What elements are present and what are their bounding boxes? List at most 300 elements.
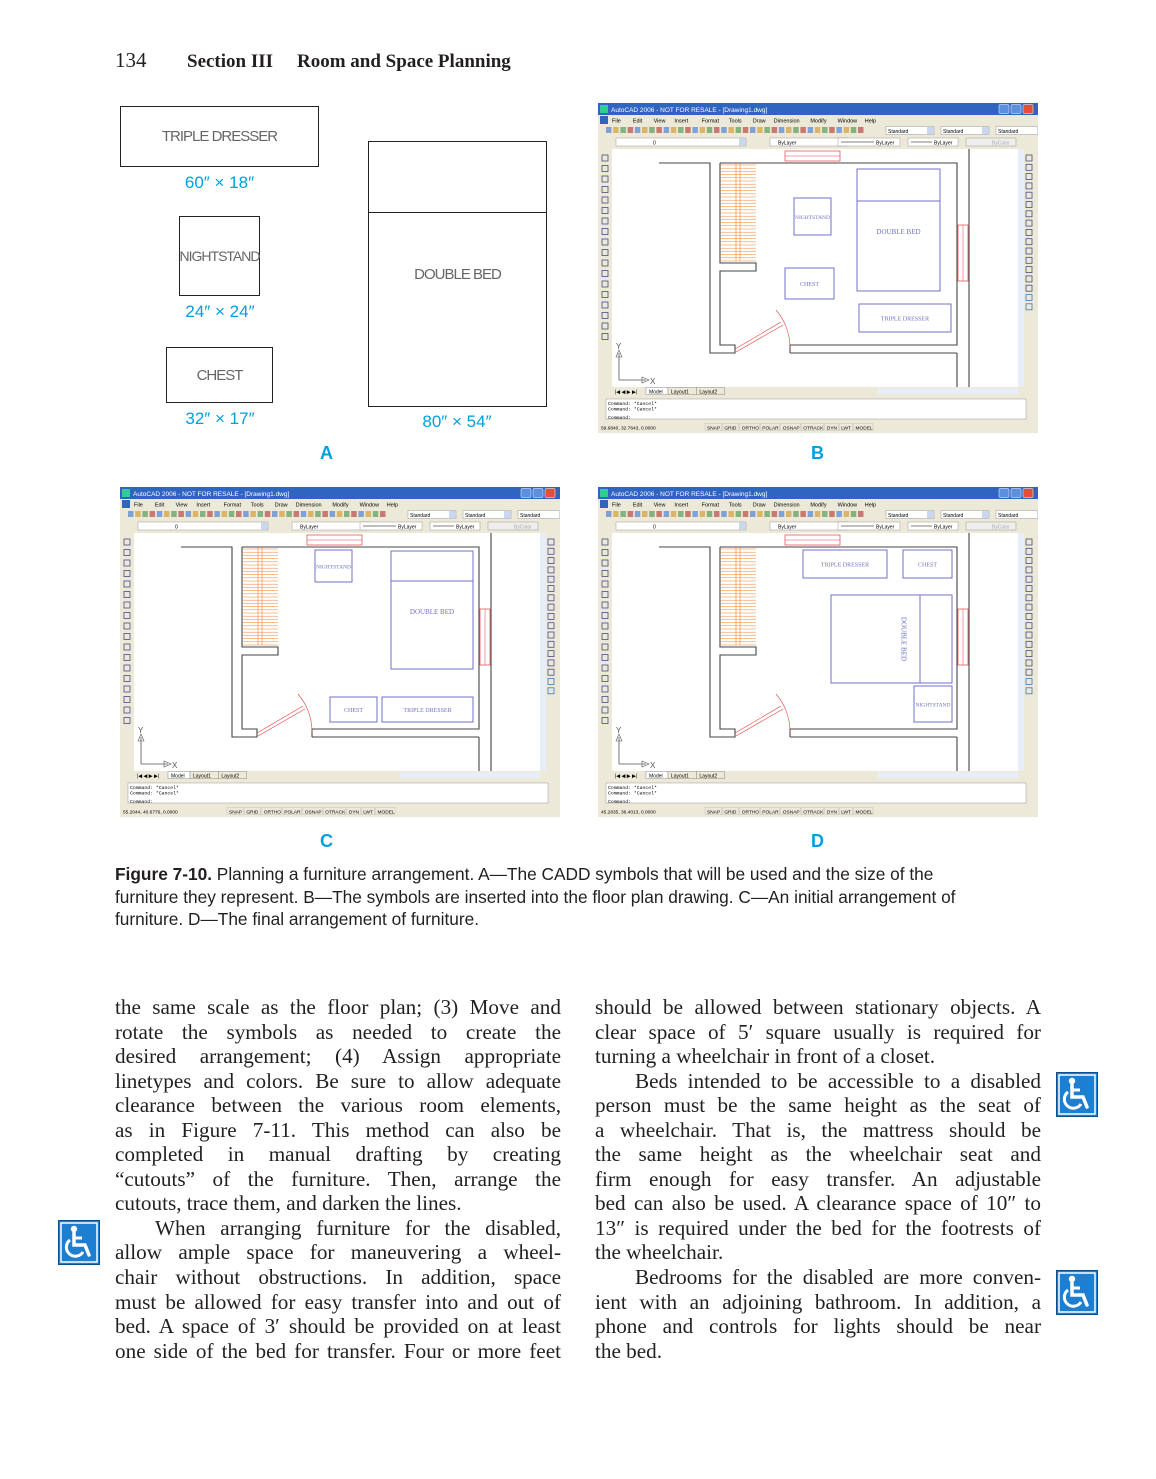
menu-modify[interactable]: Modify (810, 118, 827, 125)
toolbar-button-icon[interactable] (649, 511, 655, 517)
toolbar-button-icon[interactable] (178, 511, 184, 517)
command-line[interactable]: Command: (608, 800, 632, 805)
color-dropdown[interactable] (966, 522, 1016, 531)
ucs-x-label: X (172, 761, 178, 770)
document-icon (600, 116, 608, 124)
toolbar-button-icon[interactable] (728, 127, 734, 133)
menu-dimension[interactable]: Dimension (295, 502, 322, 509)
menu-tools[interactable]: Tools (250, 502, 264, 509)
toolbar-button-icon[interactable] (330, 511, 336, 517)
toolbar-button-icon[interactable] (207, 511, 213, 517)
body-text-line: as in Figure 7-11. This method can also be (115, 1117, 561, 1142)
status-model-button[interactable] (376, 808, 396, 816)
maximize-button[interactable] (1011, 489, 1021, 498)
property-dropdown[interactable] (908, 138, 958, 147)
tab-layout1[interactable] (668, 772, 696, 780)
status-lwt-button[interactable] (839, 424, 852, 432)
toolbar-button-icon[interactable] (671, 511, 677, 517)
furniture-label: DOUBLE BED (899, 616, 908, 662)
status-osnap-button[interactable] (781, 424, 801, 432)
toolbar-button-icon[interactable] (772, 127, 778, 133)
tab-model[interactable] (646, 772, 668, 780)
close-button[interactable] (1023, 489, 1033, 498)
command-line[interactable]: Command: (130, 800, 154, 805)
status-button-label: POLAR (762, 426, 779, 432)
toolbar-button-icon[interactable] (272, 511, 278, 517)
status-osnap-button[interactable] (303, 808, 323, 816)
maximize-button[interactable] (1011, 105, 1021, 114)
toolbar-button-icon[interactable] (844, 127, 850, 133)
toolbar-button-icon[interactable] (757, 511, 763, 517)
dropdown-value: ByLayer (398, 524, 417, 531)
tab-label: Model (649, 389, 663, 396)
status-dyn-button[interactable] (825, 424, 838, 432)
toolbar-button-icon[interactable] (764, 511, 770, 517)
menu-draw[interactable]: Draw (752, 502, 766, 509)
toolbar-button-icon[interactable] (779, 127, 785, 133)
menu-view[interactable]: View (653, 118, 666, 125)
toolbar-button-icon[interactable] (707, 511, 713, 517)
vertical-scrollbar[interactable] (1018, 533, 1024, 771)
panel-label-b: B (811, 443, 824, 463)
style-dropdown[interactable] (941, 127, 989, 136)
toolbar-button-icon[interactable] (229, 511, 235, 517)
toolbar-button-icon[interactable] (851, 127, 857, 133)
toolbar-button-icon[interactable] (279, 511, 285, 517)
toolbar-button-icon[interactable] (301, 511, 307, 517)
chapter-title: Room and Space Planning (297, 51, 511, 72)
furniture-label: TRIPLE DRESSER (820, 562, 870, 569)
toolbar-button-icon[interactable] (685, 511, 691, 517)
menu-draw[interactable]: Draw (752, 118, 766, 125)
toolbar-button-icon[interactable] (308, 511, 314, 517)
toolbar-button-icon[interactable] (736, 511, 742, 517)
tab-label: Layout2 (221, 773, 240, 780)
dropdown-value: ByLayer (876, 140, 895, 147)
toolbar-button-icon[interactable] (707, 127, 713, 133)
status-button-label: DYN (826, 426, 838, 432)
body-text-line: When arranging furniture for the disabled, (155, 1215, 561, 1240)
status-grid-button[interactable] (244, 808, 260, 816)
toolbar-button-icon[interactable] (750, 511, 756, 517)
toolbar-button-icon[interactable] (664, 511, 670, 517)
toolbar-button-icon[interactable] (635, 511, 641, 517)
toolbar-button-icon[interactable] (800, 511, 806, 517)
minimize-button[interactable] (999, 489, 1009, 498)
toolbar-button-icon[interactable] (786, 127, 792, 133)
toolbar-button-icon[interactable] (620, 127, 626, 133)
status-osnap-button[interactable] (781, 808, 801, 816)
vertical-scrollbar[interactable] (1018, 149, 1024, 387)
toolbar-button-icon[interactable] (700, 511, 706, 517)
color-dropdown[interactable] (488, 522, 538, 531)
toolbar-button-icon[interactable] (815, 511, 821, 517)
toolbar-button-icon[interactable] (721, 511, 727, 517)
toolbar-button-icon[interactable] (822, 127, 828, 133)
minimize-button[interactable] (521, 489, 531, 498)
toolbar-button-icon[interactable] (649, 127, 655, 133)
status-lwt-button[interactable] (361, 808, 374, 816)
toolbar-button-icon[interactable] (164, 511, 170, 517)
toolbar-button-icon[interactable] (265, 511, 271, 517)
command-line: Command: *Cancel* (608, 407, 657, 413)
dropdown-value: Standard (888, 129, 909, 135)
menu-draw[interactable]: Draw (274, 502, 288, 509)
status-snap-button[interactable] (227, 808, 243, 816)
toolbar-button-icon[interactable] (757, 127, 763, 133)
status-snap-button[interactable] (705, 424, 721, 432)
menu-help[interactable]: Help (864, 118, 877, 125)
window-title: AutoCAD 2006 - NOT FOR RESALE - [Drawing1.dwg] (611, 491, 768, 498)
tab-layout1[interactable] (190, 772, 218, 780)
body-text-line: phone and controls for lights should be near (595, 1314, 1041, 1339)
property-dropdown[interactable] (838, 138, 900, 147)
status-button-label: POLAR (762, 810, 779, 816)
toolbar-button-icon[interactable] (642, 511, 648, 517)
dropdown-value: ByColor (992, 524, 1010, 531)
toolbar-button-icon[interactable] (764, 127, 770, 133)
body-text-line: the same height as the wheelchair seat and (595, 1142, 1041, 1167)
toolbar-button-icon[interactable] (836, 127, 842, 133)
dropdown-value: Standard (888, 513, 909, 519)
coordinate-readout: 45.2835, 36.4013, 0.0000 (601, 810, 656, 816)
toolbar-button-icon[interactable] (200, 511, 206, 517)
menu-file[interactable]: File (612, 502, 621, 509)
toolbar-button-icon[interactable] (128, 511, 134, 517)
toolbar-button-icon[interactable] (750, 127, 756, 133)
status-otrack-button[interactable] (801, 808, 824, 816)
triple-dresser-size: 60″ × 18″ (184, 173, 255, 192)
menu-modify[interactable]: Modify (810, 502, 827, 509)
status-ortho-button[interactable] (262, 808, 282, 816)
toolbar-button-icon[interactable] (351, 511, 357, 517)
property-dropdown[interactable] (838, 522, 900, 531)
property-dropdown[interactable] (360, 522, 422, 531)
toolbar-button-icon[interactable] (656, 511, 662, 517)
status-button-label: ORTHO (741, 810, 760, 816)
toolbar-button-icon[interactable] (344, 511, 350, 517)
style-dropdown[interactable] (886, 511, 934, 520)
nightstand-size: 24″ × 24″ (185, 302, 255, 321)
status-button-label: SNAP (707, 426, 721, 432)
body-text-line: person must be the same height as the seat of (595, 1093, 1041, 1118)
style-dropdown[interactable] (518, 511, 560, 520)
tab-navigation-arrows[interactable]: |◀ ◀ ▶ ▶| (615, 389, 638, 396)
tab-layout2[interactable] (696, 772, 724, 780)
furniture-label: NIGHTSTAND (315, 564, 352, 571)
style-dropdown[interactable] (941, 511, 989, 520)
status-otrack-button[interactable] (801, 424, 824, 432)
command-line: Command: *Cancel* (130, 786, 179, 791)
toolbar-button-icon[interactable] (236, 511, 242, 517)
nightstand-symbol (179, 216, 260, 296)
status-button-label: MODEL (855, 426, 873, 432)
horizontal-scrollbar[interactable] (878, 772, 1018, 778)
menu-format[interactable]: Format (701, 118, 720, 125)
menu-file[interactable]: File (612, 118, 621, 125)
body-text-line: cutouts, trace them, and darken the lines. (115, 1191, 462, 1216)
toolbar-button-icon[interactable] (193, 511, 199, 517)
toolbar-button-icon[interactable] (671, 127, 677, 133)
figure-number: Figure 7-10. (115, 864, 212, 884)
ucs-y-label: Y (616, 342, 622, 351)
style-dropdown[interactable] (996, 511, 1038, 520)
ucs-y-label: Y (138, 726, 144, 735)
style-dropdown[interactable] (996, 127, 1038, 136)
toolbar-button-icon[interactable] (793, 127, 799, 133)
toolbar-button-icon[interactable] (786, 511, 792, 517)
toolbar-button-icon[interactable] (728, 511, 734, 517)
status-button-label: DYN (348, 810, 360, 816)
coordinate-readout: 55.2044, 40.6776, 0.0000 (123, 810, 178, 816)
toolbar-button-icon[interactable] (721, 127, 727, 133)
menu-view[interactable]: View (175, 502, 188, 509)
toolbar-button-icon[interactable] (635, 127, 641, 133)
body-text-line: one side of the bed for transfer. Four or more feet (115, 1338, 561, 1363)
style-dropdown[interactable] (463, 511, 511, 520)
status-otrack-button[interactable] (323, 808, 346, 816)
toolbar-button-icon[interactable] (135, 511, 141, 517)
toolbar-button-icon[interactable] (714, 127, 720, 133)
status-model-button[interactable] (854, 808, 874, 816)
toolbar-button-icon[interactable] (815, 127, 821, 133)
toolbar-button-icon[interactable] (656, 127, 662, 133)
toolbar-button-icon[interactable] (793, 511, 799, 517)
command-line: Command: *Cancel* (130, 791, 179, 797)
menu-help[interactable]: Help (386, 502, 399, 509)
dropdown-value: Standard (410, 513, 431, 519)
command-line[interactable]: Command: (608, 416, 632, 421)
status-button-label: ORTHO (263, 810, 282, 816)
toolbar-button-icon[interactable] (214, 511, 220, 517)
menu-dimension[interactable]: Dimension (773, 502, 800, 509)
toolbar-button-icon[interactable] (772, 511, 778, 517)
body-text-line: completed in manual drafting by creating (115, 1142, 561, 1167)
toolbar-button-icon[interactable] (678, 511, 684, 517)
menu-dimension[interactable]: Dimension (773, 118, 800, 125)
status-lwt-button[interactable] (839, 808, 852, 816)
toolbar-button-icon[interactable] (606, 127, 612, 133)
toolbar-button-icon[interactable] (736, 127, 742, 133)
property-dropdown[interactable] (908, 522, 958, 531)
close-button[interactable] (545, 489, 555, 498)
toolbar-button-icon[interactable] (692, 511, 698, 517)
layer-dropdown[interactable] (616, 138, 746, 147)
toolbar-button-icon[interactable] (613, 127, 619, 133)
toolbar-button-icon[interactable] (664, 127, 670, 133)
symbol-label: NIGHTSTAND (179, 248, 260, 264)
wheelchair-accessibility-icon (1056, 1270, 1098, 1315)
menu-tools[interactable]: Tools (728, 502, 742, 509)
toolbar-button-icon[interactable] (700, 127, 706, 133)
panel-label-a: A (320, 443, 333, 463)
close-button[interactable] (1023, 105, 1033, 114)
status-snap-button[interactable] (705, 808, 721, 816)
toolbar-button-icon[interactable] (606, 511, 612, 517)
toolbar-button-icon[interactable] (358, 511, 364, 517)
toolbar-button-icon[interactable] (373, 511, 379, 517)
layer-dropdown[interactable] (138, 522, 268, 531)
command-window[interactable] (606, 399, 1026, 419)
body-text-line: the wheelchair. (595, 1240, 724, 1265)
property-dropdown[interactable] (292, 522, 370, 531)
tab-model[interactable] (168, 772, 190, 780)
status-grid-button[interactable] (722, 424, 738, 432)
command-window[interactable] (606, 783, 1026, 803)
menu-format[interactable]: Format (223, 502, 242, 509)
horizontal-scrollbar[interactable] (878, 388, 1018, 394)
tab-layout1[interactable] (668, 388, 696, 396)
toolbar-button-icon[interactable] (380, 511, 386, 517)
chest-size: 32″ × 17″ (185, 409, 255, 428)
toolbar-button-icon[interactable] (642, 127, 648, 133)
body-text-line: the same scale as the floor plan; (3) Move and (115, 995, 561, 1019)
layer-value: 0 (175, 524, 178, 531)
toolbar-button-icon[interactable] (157, 511, 163, 517)
toolbar-button-icon[interactable] (322, 511, 328, 517)
toolbar-button-icon[interactable] (628, 511, 634, 517)
toolbar-button-icon[interactable] (286, 511, 292, 517)
maximize-button[interactable] (533, 489, 543, 498)
toolbar-button-icon[interactable] (171, 511, 177, 517)
dropdown-value: ByLayer (934, 140, 953, 147)
tab-navigation-arrows[interactable]: |◀ ◀ ▶ ▶| (137, 773, 160, 780)
toolbar-button-icon[interactable] (822, 511, 828, 517)
toolbar-button-icon[interactable] (779, 511, 785, 517)
property-dropdown[interactable] (430, 522, 480, 531)
menu-view[interactable]: View (653, 502, 666, 509)
toolbar-button-icon[interactable] (315, 511, 321, 517)
status-ortho-button[interactable] (740, 424, 760, 432)
dropdown-value: Standard (943, 129, 964, 135)
menu-help[interactable]: Help (864, 502, 877, 509)
status-polar-button[interactable] (760, 808, 780, 816)
menu-edit[interactable]: Edit (632, 118, 643, 125)
menu-format[interactable]: Format (701, 502, 720, 509)
color-dropdown[interactable] (966, 138, 1016, 147)
toolbar-button-icon[interactable] (829, 127, 835, 133)
tab-label: Layout1 (671, 773, 689, 780)
toolbar-button-icon[interactable] (678, 127, 684, 133)
menu-insert[interactable]: Insert (196, 502, 211, 509)
menu-modify[interactable]: Modify (332, 502, 349, 509)
status-dyn-button[interactable] (825, 808, 838, 816)
toolbar-button-icon[interactable] (844, 511, 850, 517)
toolbar-button-icon[interactable] (692, 127, 698, 133)
style-dropdown[interactable] (886, 127, 934, 136)
status-polar-button[interactable] (760, 424, 780, 432)
status-grid-button[interactable] (722, 808, 738, 816)
section-label: Section III (187, 51, 274, 72)
status-button-label: POLAR (284, 810, 301, 816)
autocad-logo-icon (600, 105, 608, 113)
symbol-label: TRIPLE DRESSER (161, 128, 278, 145)
double-bed-size: 80″ × 54″ (422, 412, 492, 431)
menu-insert[interactable]: Insert (674, 502, 689, 509)
minimize-button[interactable] (999, 105, 1009, 114)
chest-symbol (166, 347, 273, 403)
body-text-line: must be allowed for easy transfer into and out of (115, 1289, 561, 1314)
tab-model[interactable] (646, 388, 668, 396)
status-polar-button[interactable] (282, 808, 302, 816)
toolbar-button-icon[interactable] (836, 511, 842, 517)
tab-layout2[interactable] (218, 772, 246, 780)
toolbar-button-icon[interactable] (142, 511, 148, 517)
toolbar-button-icon[interactable] (714, 511, 720, 517)
toolbar-button-icon[interactable] (250, 511, 256, 517)
toolbar-button-icon[interactable] (808, 511, 814, 517)
menu-file[interactable]: File (134, 502, 143, 509)
menu-edit[interactable]: Edit (632, 502, 643, 509)
status-ortho-button[interactable] (740, 808, 760, 816)
command-line: Command: *Cancel* (608, 791, 657, 797)
autocad-window-b (598, 103, 1038, 433)
pillow-line (369, 212, 546, 213)
body-column-right (595, 995, 1041, 1363)
toolbar-button-icon[interactable] (366, 511, 372, 517)
body-text-line: allow ample space for maneuvering a wheel- (115, 1240, 561, 1265)
autocad-window-d (598, 487, 1038, 817)
toolbar-button-icon[interactable] (337, 511, 343, 517)
property-dropdown[interactable] (770, 138, 848, 147)
toolbar-button-icon[interactable] (186, 511, 192, 517)
status-button-label: ORTHO (741, 426, 760, 432)
toolbar-button-icon[interactable] (613, 511, 619, 517)
tab-navigation-arrows[interactable]: |◀ ◀ ▶ ▶| (615, 773, 638, 780)
toolbar-button-icon[interactable] (829, 511, 835, 517)
horizontal-scrollbar[interactable] (400, 772, 540, 778)
toolbar-button-icon[interactable] (851, 511, 857, 517)
toolbar-button-icon[interactable] (150, 511, 156, 517)
property-dropdown[interactable] (770, 522, 848, 531)
menu-window[interactable]: Window (837, 502, 858, 509)
triple-dresser-symbol (120, 106, 319, 167)
menu-edit[interactable]: Edit (154, 502, 165, 509)
toolbar-button-icon[interactable] (743, 127, 749, 133)
toolbar-button-icon[interactable] (620, 511, 626, 517)
toolbar-button-icon[interactable] (743, 511, 749, 517)
body-text-line: “cutouts” of the furniture. Then, arrange the (115, 1166, 561, 1191)
command-window[interactable] (128, 783, 548, 803)
caption-line: Planning a furniture arrangement. A—The CADD symbols that will be used and the size of the (212, 864, 934, 884)
status-dyn-button[interactable] (347, 808, 360, 816)
menu-tools[interactable]: Tools (728, 118, 742, 125)
status-model-button[interactable] (854, 424, 874, 432)
layer-dropdown[interactable] (616, 522, 746, 531)
document-icon (122, 500, 130, 508)
toolbar-button-icon[interactable] (800, 127, 806, 133)
toolbar-button-icon[interactable] (808, 127, 814, 133)
toolbar-button-icon[interactable] (628, 127, 634, 133)
toolbar-button-icon[interactable] (858, 127, 864, 133)
toolbar-button-icon[interactable] (294, 511, 300, 517)
toolbar-button-icon[interactable] (858, 511, 864, 517)
dropdown-value: ByLayer (300, 524, 319, 531)
menu-insert[interactable]: Insert (674, 118, 689, 125)
menu-window[interactable]: Window (837, 118, 858, 125)
tab-label: Layout1 (193, 773, 211, 780)
status-button-label: OTRACK (325, 810, 346, 816)
tab-layout2[interactable] (696, 388, 724, 396)
menu-window[interactable]: Window (359, 502, 380, 509)
toolbar-button-icon[interactable] (243, 511, 249, 517)
body-text-line: a wheelchair. That is, the mattress should be (595, 1117, 1041, 1142)
toolbar-button-icon[interactable] (258, 511, 264, 517)
style-dropdown[interactable] (408, 511, 456, 520)
vertical-scrollbar[interactable] (540, 533, 546, 771)
toolbar-button-icon[interactable] (685, 127, 691, 133)
toolbar-button-icon[interactable] (222, 511, 228, 517)
